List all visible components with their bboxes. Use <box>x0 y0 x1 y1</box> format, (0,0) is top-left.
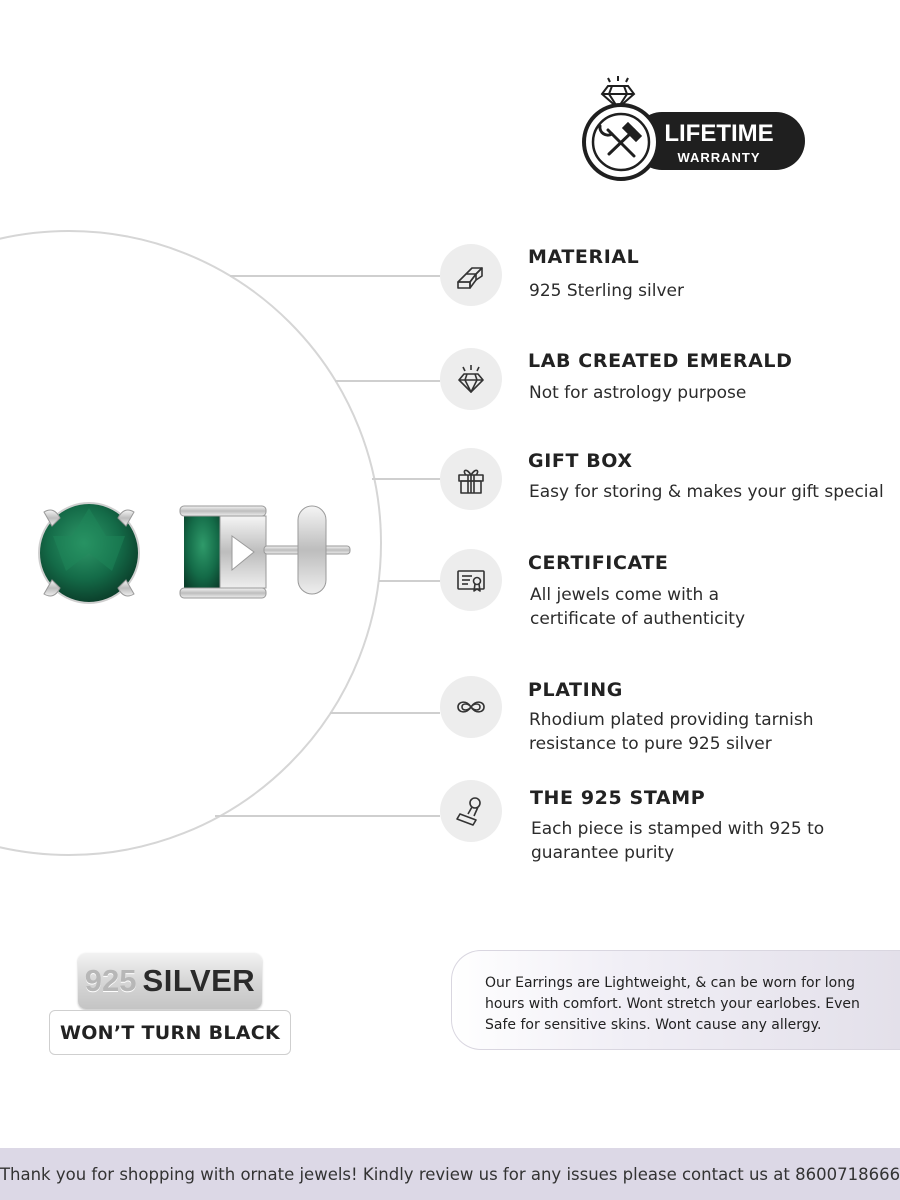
feature-desc-plating-line1: Rhodium plated providing tarnish <box>529 710 814 730</box>
feature-desc-material-line1: 925 Sterling silver <box>529 281 684 301</box>
connector-line <box>335 380 440 382</box>
feature-desc-certificate-line2: certificate of authenticity <box>530 609 746 629</box>
feature-title-material: MATERIAL <box>528 246 640 268</box>
certificate-icon <box>440 549 502 611</box>
lightweight-note <box>451 950 900 1050</box>
silver-bar-icon <box>440 244 502 306</box>
front-earring <box>39 503 139 603</box>
connector-line <box>330 712 440 714</box>
connector-line <box>372 478 440 480</box>
feature-desc-stamp-line2: guarantee purity <box>531 843 675 863</box>
feature-title-gift-box: GIFT BOX <box>528 450 633 472</box>
infinity-icon <box>440 676 502 738</box>
connector-line <box>230 275 440 277</box>
feature-title-certificate: CERTIFICATE <box>528 552 669 574</box>
wont-turn-black-label: WON’T TURN BLACK <box>49 1010 291 1055</box>
feature-title-stamp: THE 925 STAMP <box>530 787 706 809</box>
note-line: Our Earrings are Lightweight, & can be worn for long <box>485 975 855 991</box>
feature-desc-plating-line2: resistance to pure 925 silver <box>529 734 772 754</box>
warranty-line1: LIFETIME <box>664 120 774 147</box>
side-earring <box>180 506 350 598</box>
warranty-line2: WARRANTY <box>677 150 761 165</box>
feature-title-emerald: LAB CREATED EMERALD <box>528 350 793 372</box>
feature-title-plating: PLATING <box>528 679 623 701</box>
gift-box-icon <box>440 448 502 510</box>
connector-line <box>215 815 440 817</box>
feature-desc-gift-box-line1: Easy for storing & makes your gift special <box>529 482 884 502</box>
note-line: Safe for sensitive skins. Wont cause any allergy. <box>485 1017 822 1033</box>
feature-desc-certificate-line1: All jewels come with a <box>530 585 720 605</box>
stamp-icon <box>440 780 502 842</box>
silver-925-badge <box>78 953 262 1009</box>
emerald-stud-earrings-image <box>36 496 356 608</box>
note-line: hours with comfort. Wont stretch your earlobes. Even <box>485 996 860 1012</box>
silver-badge-word: SILVER <box>142 963 256 998</box>
feature-desc-emerald-line1: Not for astrology purpose <box>529 383 747 403</box>
footer-thank-you: Thank you for shopping with ornate jewels! Kindly review us for any issues please contact us at 8600718666 <box>0 1148 900 1200</box>
silver-badge-number: 925 <box>84 963 137 998</box>
connector-line <box>379 580 440 582</box>
diamond-icon <box>440 348 502 410</box>
feature-desc-stamp-line1: Each piece is stamped with 925 to <box>531 819 825 839</box>
lifetime-warranty-badge <box>578 74 810 184</box>
